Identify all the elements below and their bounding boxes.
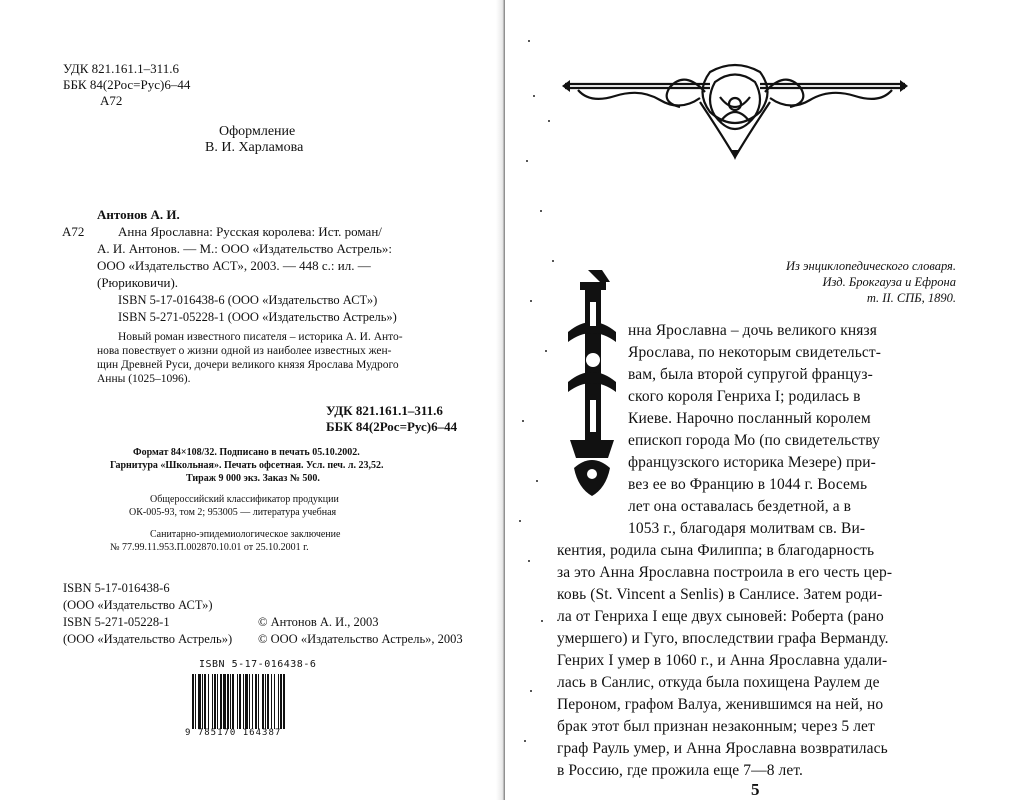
- barcode-bar: [227, 674, 229, 729]
- isbn-ast: ISBN 5-17-016438-6 (ООО «Издательство АСТ»): [118, 293, 378, 307]
- body-line: вез ее во Францию в 1044 г. Восемь: [628, 476, 868, 493]
- barcode-bar: [198, 674, 201, 729]
- barcode-bar: [255, 674, 257, 729]
- drop-cap-ornament: [560, 262, 625, 499]
- body-line: Ярослава, по некоторым свидетельст-: [628, 344, 882, 361]
- isbn-block-line: ISBN 5-17-016438-6: [63, 581, 170, 595]
- designer-name: В. И. Харламова: [205, 140, 304, 155]
- scan-speck: [528, 560, 530, 562]
- barcode-bar: [271, 674, 272, 729]
- body-line: ского короля Генриха I; родилась в: [628, 388, 861, 405]
- barcode-bar: [202, 674, 203, 729]
- body-line: лась в Санлис, откуда была похищена Раулем де: [557, 674, 880, 691]
- barcode-bar: [220, 674, 222, 729]
- source-line: Из энциклопедического словаря.: [785, 259, 956, 273]
- barcode-bar: [237, 674, 238, 729]
- print-info-line: Формат 84×108/32. Подписано в печать 05.10.2002.: [133, 447, 360, 458]
- scan-speck: [540, 210, 542, 212]
- barcode-digits: 9 785170 164387: [185, 728, 282, 738]
- bbk-code-right: ББК 84(2Рос=Рус)6–44: [326, 419, 458, 434]
- catalog-line: (Рюриковичи).: [97, 275, 179, 290]
- barcode-isbn-label: ISBN 5-17-016438-6: [199, 659, 317, 670]
- body-line: Киеве. Нарочно посланный королем: [628, 410, 871, 427]
- barcode-bar: [245, 674, 248, 729]
- barcode-bar: [217, 674, 218, 729]
- scan-speck: [528, 40, 530, 42]
- catalog-line: ООО «Издательство АСТ», 2003. — 448 с.: ил. —: [97, 258, 371, 273]
- barcode-bar: [274, 674, 275, 729]
- barcode-bar: [208, 674, 209, 729]
- barcode-bar: [192, 674, 194, 729]
- barcode-bar: [283, 674, 285, 729]
- barcode: [190, 674, 312, 729]
- annotation-line: нова повествует о жизни одной из наиболее известных жен-: [97, 345, 392, 357]
- barcode-bar: [262, 674, 264, 729]
- body-line: брак этот был признан незаконным; через 5 лет: [557, 718, 875, 735]
- barcode-bar: [252, 674, 253, 729]
- scan-speck: [524, 740, 526, 742]
- udk-code-top: УДК 821.161.1–311.6: [63, 61, 179, 76]
- catalog-mark: А72: [62, 224, 85, 239]
- barcode-bar: [258, 674, 259, 729]
- sanitary-line: Санитарно-эпидемиологическое заключение: [150, 529, 341, 540]
- body-line: лет она оставалась бездетной, а в: [628, 498, 852, 515]
- body-line: Генрих I умер в 1060 г., и Анна Ярославна удали-: [557, 652, 888, 669]
- print-info-line: Гарнитура «Школьная». Печать офсетная. Усл. печ. л. 23,52.: [110, 460, 384, 471]
- scan-speck: [526, 160, 528, 162]
- isbn-block-line: (ООО «Издательство АСТ»): [63, 598, 213, 612]
- barcode-bar: [195, 674, 196, 729]
- barcode-bar: [267, 674, 269, 729]
- source-line: Изд. Брокгауза и Ефрона: [822, 275, 956, 289]
- bbk-code-top: ББК 84(2Рос=Рус)6–44: [63, 77, 191, 92]
- sanitary-line: № 77.99.11.953.П.002870.10.01 от 25.10.2001 г.: [110, 542, 309, 553]
- body-line: умершего) и Гуго, впоследствии графа Верманду.: [557, 630, 889, 647]
- scan-speck: [541, 620, 543, 622]
- drop-cap: [560, 262, 625, 499]
- barcode-bar: [212, 674, 213, 729]
- catalog-author: Антонов А. И.: [97, 207, 180, 222]
- body-line: Пероном, графом Валуа, женившимся на ней, но: [557, 696, 884, 713]
- scan-speck: [530, 300, 532, 302]
- scan-speck: [533, 95, 535, 97]
- design-label: Оформление: [219, 124, 296, 139]
- copyright-author: © Антонов А. И., 2003: [258, 615, 379, 629]
- annotation-line: щин Древней Руси, дочери великого князя Ярослава Мудрого: [97, 359, 399, 371]
- author-mark-top: А72: [100, 93, 123, 108]
- page-number: 5: [751, 780, 760, 799]
- body-line: за это Анна Ярославна построила в его честь цер-: [557, 564, 893, 581]
- barcode-bar: [230, 674, 231, 729]
- barcode-bar: [249, 674, 250, 729]
- annotation-line: Новый роман известного писателя – историка А. И. Анто-: [118, 331, 403, 343]
- isbn-block-line: ISBN 5-271-05228-1: [63, 615, 170, 629]
- body-line: в Россию, где прожила еще 7—8 лет.: [557, 762, 804, 779]
- classifier-line: Общероссийский классификатор продукции: [150, 494, 339, 505]
- body-line: вам, была второй супругой француз-: [628, 366, 873, 383]
- barcode-bar: [223, 674, 226, 729]
- barcode-bar: [214, 674, 216, 729]
- body-line: нна Ярославна – дочь великого князя: [628, 322, 877, 339]
- barcode-bar: [239, 674, 241, 729]
- barcode-bar: [280, 674, 282, 729]
- catalog-line: А. И. Антонов. — М.: ООО «Издательство Астрель»:: [97, 241, 392, 256]
- scan-speck: [545, 350, 547, 352]
- barcode-bar: [278, 674, 279, 729]
- body-line: кентия, родила сына Филиппа; в благодарность: [557, 542, 875, 559]
- scan-speck: [548, 120, 550, 122]
- source-line: т. II. СПБ, 1890.: [866, 291, 956, 305]
- print-info-line: Тираж 9 000 экз. Заказ № 500.: [186, 473, 320, 484]
- barcode-bar: [243, 674, 244, 729]
- classifier-line: ОК-005-93, том 2; 953005 — литература учебная: [129, 507, 337, 518]
- left-page-copyright: [0, 0, 505, 800]
- scan-speck: [522, 420, 524, 422]
- barcode-bar: [265, 674, 266, 729]
- body-line: 1053 г., благодаря молитвам св. Ви-: [628, 520, 866, 537]
- scan-speck: [536, 480, 538, 482]
- copyright-publisher: © ООО «Издательство Астрель», 2003: [258, 632, 463, 646]
- barcode-bars: [190, 674, 312, 729]
- catalog-line: Анна Ярославна: Русская королева: Ист. роман/: [118, 224, 382, 239]
- body-line: граф Рауль умер, и Анна Ярославна возвратилась: [557, 740, 888, 757]
- body-line: ла от Генриха I еще двух сыновей: Роберта (рано: [557, 608, 884, 625]
- udk-code-right: УДК 821.161.1–311.6: [326, 403, 443, 418]
- body-line: ковь (St. Vincent a Senlis) в Санлисе. Затем роди-: [557, 586, 883, 603]
- scan-speck: [552, 260, 554, 262]
- scan-speck: [530, 690, 532, 692]
- isbn-block-line: (ООО «Издательство Астрель»): [63, 632, 233, 646]
- isbn-astrel: ISBN 5-271-05228-1 (ООО «Издательство Астрель»): [118, 310, 397, 324]
- annotation-line: Анны (1025–1096).: [97, 373, 191, 385]
- barcode-bar: [204, 674, 206, 729]
- barcode-bar: [232, 674, 234, 729]
- scan-speck: [519, 520, 521, 522]
- celtic-knot-ornament: [560, 62, 910, 167]
- body-line: французского историка Мезере) при-: [628, 454, 876, 471]
- body-line: епископ города Мо (по свидетельству: [628, 432, 880, 449]
- right-page-text: [505, 0, 1014, 800]
